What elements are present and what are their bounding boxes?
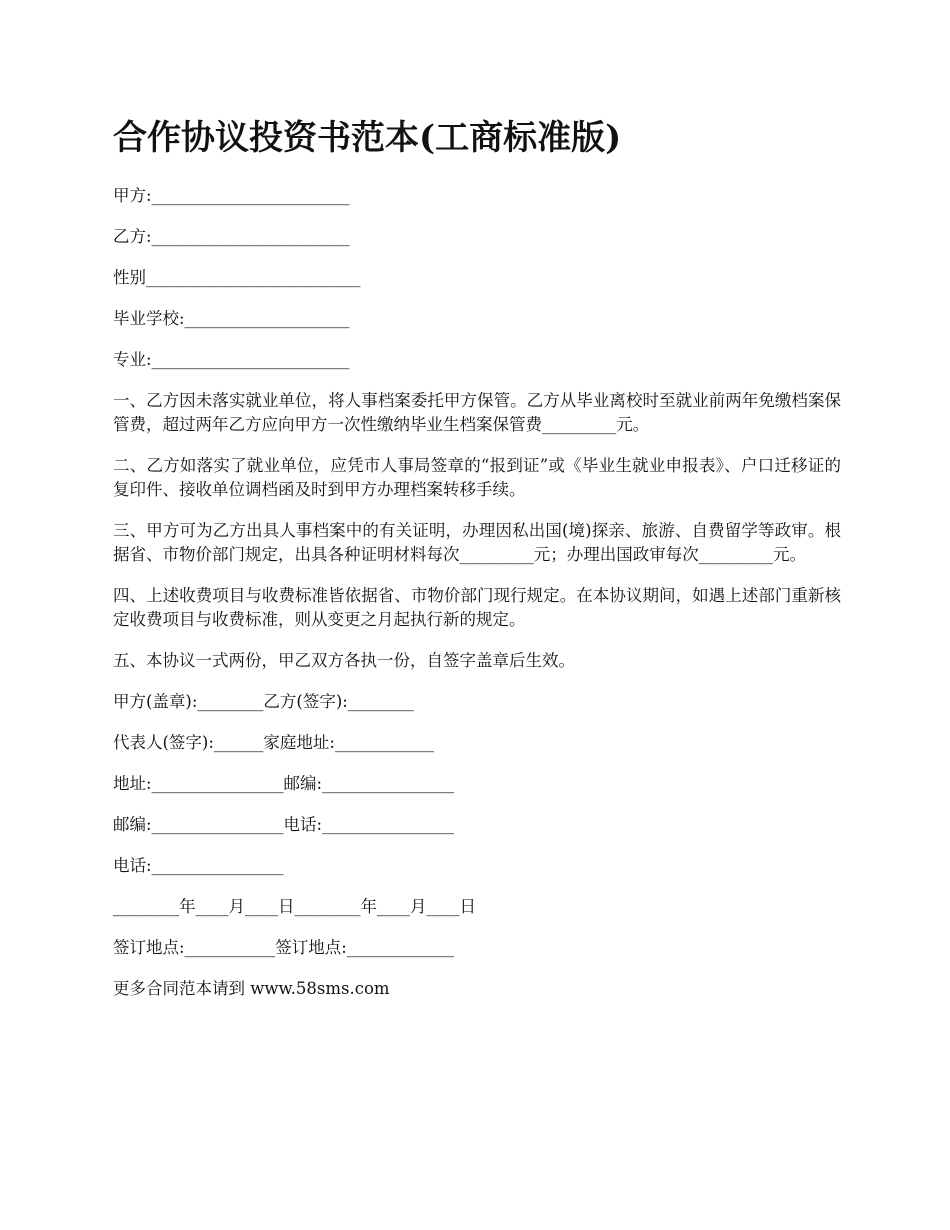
signature-line-seal: 甲方(盖章):________乙方(签字):________ [113,692,414,711]
document-page [113,112,841,1001]
field-party-a: 甲方:________________________ [113,186,350,205]
field-major: 专业:________________________ [113,350,350,369]
clause-4: 四、上述收费项目与收费标准皆依据省、市物价部门现行规定。在本协议期间，如遇上述部门重新核定收费项目与收费标准，则从变更之月起执行新的规定。 [113,586,841,629]
field-party-b: 乙方:________________________ [113,227,350,246]
field-gender: 性别__________________________ [113,268,361,287]
document-title: 合作协议投资书范本(工商标准版) [113,118,622,158]
footer-note: 更多合同范本请到 www.58sms.com [113,979,390,998]
agreement-clauses [113,389,841,673]
clause-5: 五、本协议一式两份，甲乙双方各执一份，自签字盖章后生效。 [113,651,575,670]
signature-line-date: ________年____月____日________年____月____日 [113,897,476,916]
signature-section [113,690,841,960]
clause-2: 二、乙方如落实了就业单位，应凭市人事局签章的“报到证”或《毕业生就业申报表》、户口迁移证的复印件、接收单位调档函及时到甲方办理档案转移手续。 [113,456,841,499]
clause-1: 一、乙方因未落实就业单位，将人事档案委托甲方保管。乙方从毕业离校时至就业前两年免缴档案保管费，超过两年乙方应向甲方一次性缴纳毕业生档案保管费_________元。 [113,391,841,434]
signature-line-place: 签订地点:___________签订地点:_____________ [113,938,455,957]
signature-line-phone: 电话:________________ [113,856,284,875]
signature-line-postcode: 邮编:________________电话:________________ [113,815,455,834]
signature-line-address: 地址:________________邮编:________________ [113,774,455,793]
party-fields [113,184,841,372]
signature-line-representative: 代表人(签字):______家庭地址:____________ [113,733,434,752]
clause-3: 三、甲方可为乙方出具人事档案中的有关证明，办理因私出国(境)探亲、旅游、自费留学等政审。根据省、市物价部门规定，出具各种证明材料每次_________元；办理出国政审每次_________元。 [113,521,841,564]
field-school: 毕业学校:____________________ [113,309,350,328]
